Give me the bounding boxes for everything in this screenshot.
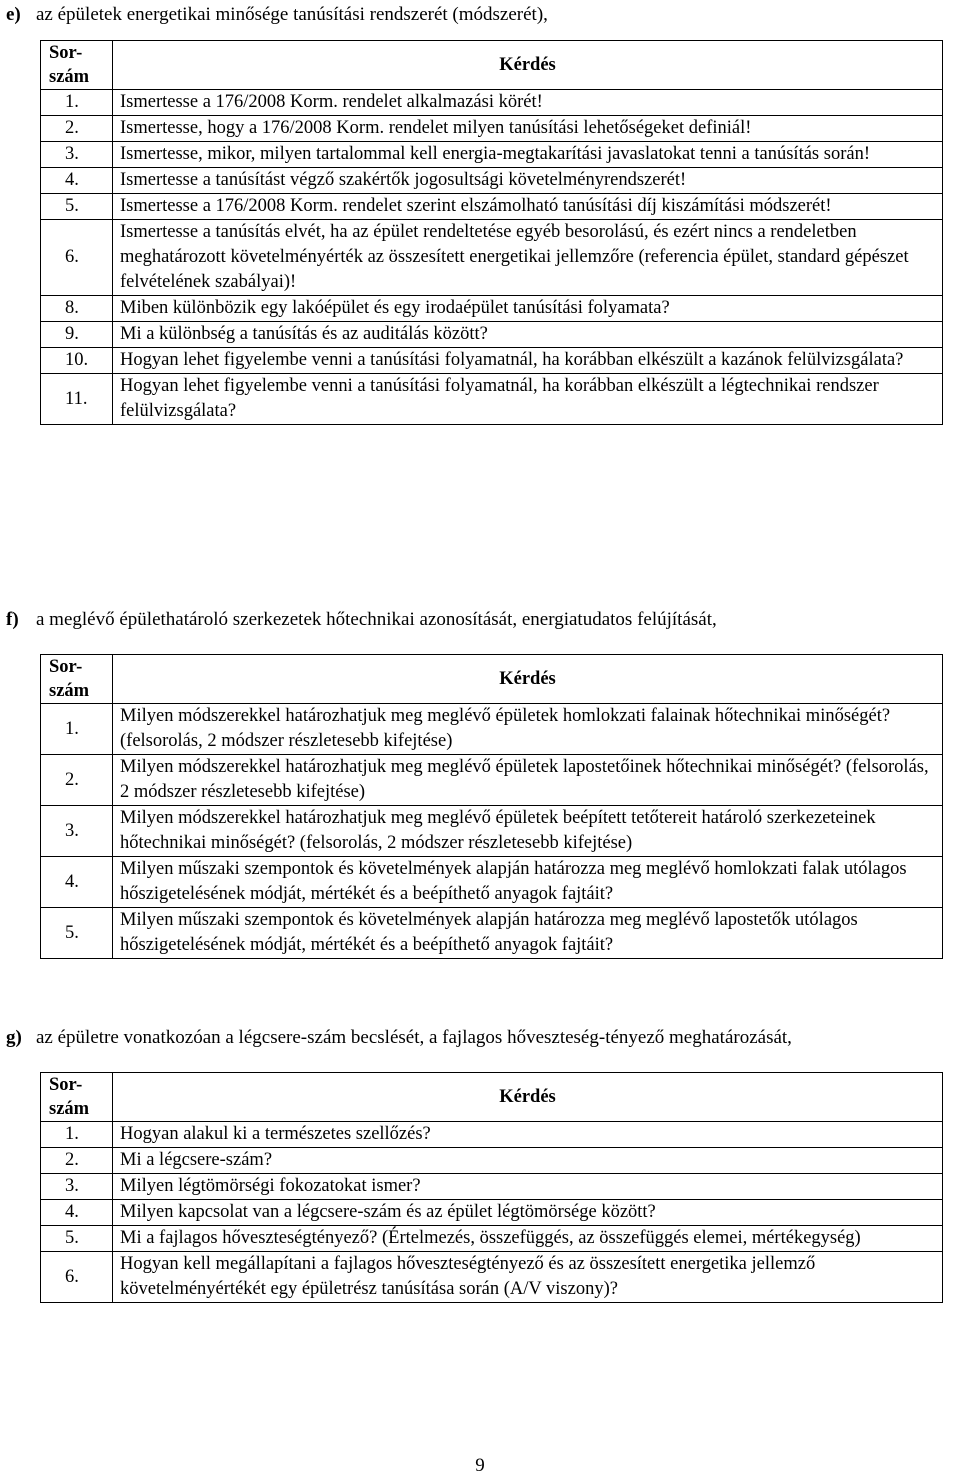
question-table-f [40, 654, 943, 959]
row-question: Milyen módszerekkel határozhatjuk meg meglévő épületek homlokzati falainak hőtechnikai minőségét? (felsorolás, 2 módszer részletesebb kifejtése) [113, 704, 943, 755]
row-number: 8. [41, 296, 113, 322]
row-question: Ismertesse a tanúsítás elvét, ha az épület rendeltetése egyéb besorolású, és ezért nincs a rendeletben meghatározott követelményérték az összesített energetikai jellemzőre (referencia épület, standard gépészet felvételének szabályai)! [113, 220, 943, 296]
row-number: 2. [41, 1148, 113, 1174]
row-number: 4. [41, 1200, 113, 1226]
row-number: 5. [41, 194, 113, 220]
column-header-number [41, 655, 113, 704]
table-row [41, 1148, 943, 1174]
row-question: Ismertesse, mikor, milyen tartalommal kell energia-megtakarítási javaslatokat tenni a tanúsítás során! [113, 142, 943, 168]
row-question: Mi a különbség a tanúsítás és az auditálás között? [113, 322, 943, 348]
row-number: 1. [41, 90, 113, 116]
row-question: Milyen légtömörségi fokozatokat ismer? [113, 1174, 943, 1200]
row-question: Ismertesse a 176/2008 Korm. rendelet szerint elszámolható tanúsítási díj kiszámítási módszerét! [113, 194, 943, 220]
row-number: 2. [41, 755, 113, 806]
header-num-line: szám [49, 1099, 90, 1119]
table-row [41, 322, 943, 348]
row-number: 10. [41, 348, 113, 374]
table-row [41, 704, 943, 755]
page-number: 9 [475, 1455, 485, 1476]
header-num-line: Sor- [49, 1075, 83, 1095]
section-title: az épületek energetikai minősége tanúsítási rendszerét (módszerét), [36, 4, 548, 25]
row-number: 5. [41, 908, 113, 959]
row-question: Miben különbözik egy lakóépület és egy irodaépület tanúsítási folyamata? [113, 296, 943, 322]
table-row [41, 857, 943, 908]
question-table-e [40, 40, 943, 425]
table-row [41, 220, 943, 296]
row-question: Milyen módszerekkel határozhatjuk meg meglévő épületek beépített tetőtereit határoló szerkezeteinek hőtechnikai minőségét? (felsorolás, 2 módszer részletesebb kifejtése) [113, 806, 943, 857]
table-row [41, 348, 943, 374]
row-number: 5. [41, 1226, 113, 1252]
question-table-g [40, 1072, 943, 1303]
table-row [41, 142, 943, 168]
row-question: Mi a légcsere-szám? [113, 1148, 943, 1174]
row-number: 3. [41, 142, 113, 168]
section-title: az épületre vonatkozóan a légcsere-szám becslését, a fajlagos hőveszteség-tényező meghatározását, [36, 1027, 792, 1048]
column-header-question: Kérdés [113, 41, 943, 90]
row-question: Ismertesse a tanúsítást végző szakértők jogosultsági követelményrendszerét! [113, 168, 943, 194]
row-number: 3. [41, 806, 113, 857]
section-f-heading [6, 608, 956, 632]
row-question: Ismertesse a 176/2008 Korm. rendelet alkalmazási körét! [113, 90, 943, 116]
row-number: 3. [41, 1174, 113, 1200]
row-number: 4. [41, 168, 113, 194]
section-letter: f) [6, 609, 19, 630]
table-row [41, 755, 943, 806]
row-number: 6. [41, 220, 113, 296]
table-header-row [41, 1073, 943, 1122]
column-header-number [41, 41, 113, 90]
table-row [41, 194, 943, 220]
header-num-line: szám [49, 681, 90, 701]
row-number: 11. [41, 374, 113, 425]
row-question: Hogyan lehet figyelembe venni a tanúsítási folyamatnál, ha korábban elkészült a légtechnikai rendszer felülvizsgálata? [113, 374, 943, 425]
section-letter: g) [6, 1027, 22, 1048]
row-question: Hogyan lehet figyelembe venni a tanúsítási folyamatnál, ha korábban elkészült a kazánok felülvizsgálata? [113, 348, 943, 374]
header-num-line: szám [49, 67, 90, 87]
section-e-heading [6, 3, 956, 27]
row-number: 1. [41, 704, 113, 755]
section-g-heading [6, 1026, 956, 1050]
row-question: Milyen műszaki szempontok és követelmények alapján határozza meg meglévő lapostetők utólagos hőszigetelésének módját, mértékét és a beépíthető anyagok fajtáit? [113, 908, 943, 959]
column-header-number [41, 1073, 113, 1122]
table-row [41, 1200, 943, 1226]
table-row [41, 296, 943, 322]
table-row [41, 1122, 943, 1148]
row-number: 1. [41, 1122, 113, 1148]
row-question: Milyen kapcsolat van a légcsere-szám és az épület légtömörsége között? [113, 1200, 943, 1226]
table-row [41, 1226, 943, 1252]
row-number: 9. [41, 322, 113, 348]
table-row [41, 1174, 943, 1200]
row-number: 6. [41, 1252, 113, 1303]
column-header-question: Kérdés [113, 655, 943, 704]
row-number: 2. [41, 116, 113, 142]
table-row [41, 90, 943, 116]
row-question: Hogyan alakul ki a természetes szellőzés? [113, 1122, 943, 1148]
header-num-line: Sor- [49, 43, 83, 63]
table-row [41, 168, 943, 194]
header-num-line: Sor- [49, 657, 83, 677]
table-header-row [41, 655, 943, 704]
row-question: Ismertesse, hogy a 176/2008 Korm. rendelet milyen tanúsítási lehetőségeket definiál! [113, 116, 943, 142]
table-row [41, 1252, 943, 1303]
table-row [41, 116, 943, 142]
row-question: Hogyan kell megállapítani a fajlagos hőveszteségtényező és az összesített energetika jellemző követelményértékét egy épületrész tanúsítása során (A/V viszony)? [113, 1252, 943, 1303]
row-number: 4. [41, 857, 113, 908]
table-header-row [41, 41, 943, 90]
row-question: Mi a fajlagos hőveszteségtényező? (Értelmezés, összefüggés, az összefüggés elemei, mértékegység) [113, 1226, 943, 1252]
row-question: Milyen módszerekkel határozhatjuk meg meglévő épületek lapostetőinek hőtechnikai minőségét? (felsorolás, 2 módszer részletesebb kifejtése) [113, 755, 943, 806]
row-question: Milyen műszaki szempontok és követelmények alapján határozza meg meglévő homlokzati falak utólagos hőszigetelésének módját, mértékét és a beépíthető anyagok fajtáit? [113, 857, 943, 908]
table-row [41, 374, 943, 425]
table-row [41, 908, 943, 959]
column-header-question: Kérdés [113, 1073, 943, 1122]
table-row [41, 806, 943, 857]
section-title: a meglévő épülethatároló szerkezetek hőtechnikai azonosítását, energiatudatos felújítását, [36, 609, 717, 630]
section-letter: e) [6, 4, 21, 25]
